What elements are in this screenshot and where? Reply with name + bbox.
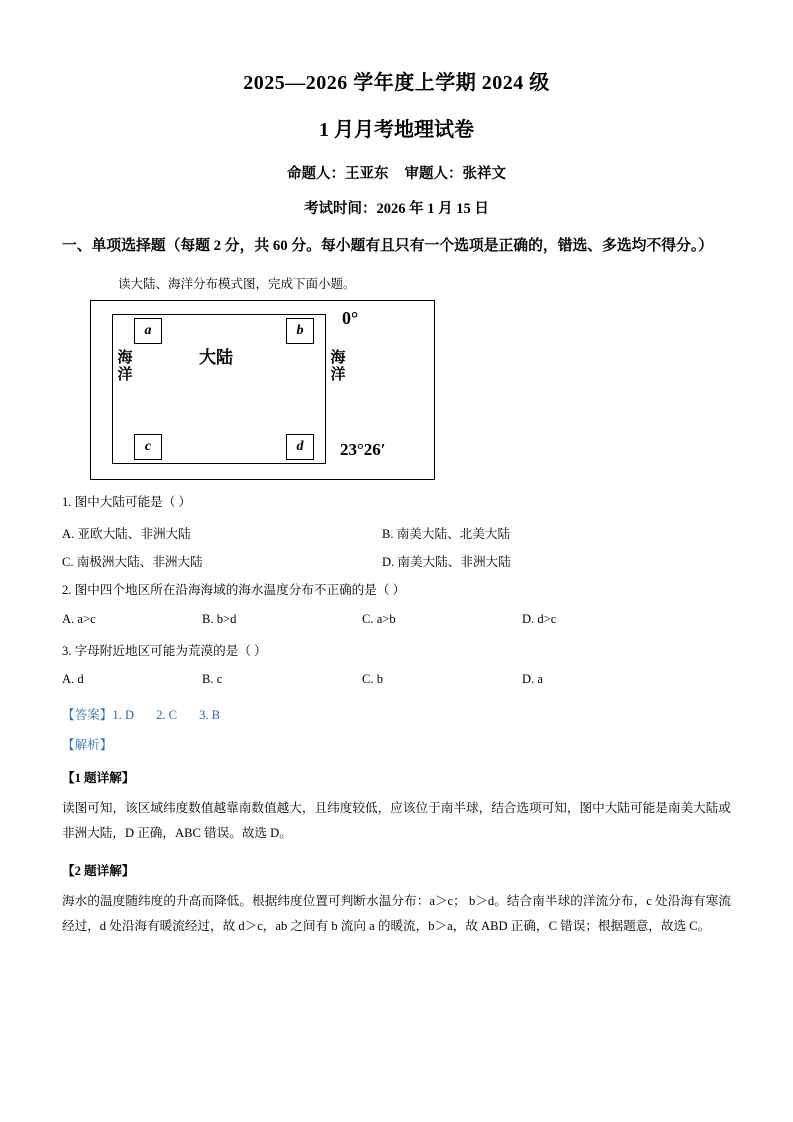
byline [62,162,731,183]
detail-2-body: 海水的温度随纬度的升高而降低。根据纬度位置可判断水温分布：a＞c； b＞d。结合南半球的洋流分布，c 处沿海有寒流经过，d 处沿海有暖流经过，故 d＞c，ab 之间有 b 流向 a 的暖流，b＞a，故 ABD 正确，C 错误；根据题意，故选 C。 [62,893,731,934]
reviewer-label: 审题人：张祥文 [404,166,506,182]
question-1-options-row-2 [62,551,731,568]
diagram-land-label: 大陆 [199,347,233,367]
detail-2-heading: 【2 题详解】 [62,863,135,878]
question-3-text: 3. 字母附近地区可能为荒漠的是（ ） [62,643,267,658]
option-1d[interactable]: D. 南美大陆、非洲大陆 [382,555,511,570]
option-1b[interactable]: B. 南美大陆、北美大陆 [382,527,511,542]
answer-item-1: 1. D [112,708,135,723]
question-2-text: 2. 图中四个地区所在沿海海域的海水温度分布不正确的是（ ） [62,583,406,598]
answer-item-2: 2. C [156,708,178,723]
diagram-point-a: a [134,318,162,344]
diagram-point-b: b [286,318,314,344]
answer-tag: 【答案】 [62,708,113,723]
option-2c[interactable]: C. a>b [362,611,396,626]
detail-1-body: 读图可知，该区域纬度数值越靠南数值越大，且纬度较低，应该位于南半球，结合选项可知，图中大陆可能是南美大陆或非洲大陆，D 正确，ABC 错误。故选 D。 [62,800,731,840]
option-3d[interactable]: D. a [522,672,543,687]
diagram-ocean-left-label: 海洋 [117,349,133,383]
page-title-line1: 2025—2026 学年度上学期 2024 级 [243,72,550,94]
option-2b[interactable]: B. b>d [202,611,237,626]
diagram-latitude-top: 0° [342,307,359,328]
proposer-label: 命题人：王亚东 [287,166,389,182]
question-3-options [62,672,731,689]
question-2-options [62,612,731,629]
continent-ocean-diagram [90,300,435,480]
option-3c[interactable]: C. b [362,672,383,687]
exam-time: 考试时间：2026 年 1 月 15 日 [304,201,489,217]
stem-intro: 读大陆、海洋分布模式图，完成下面小题。 [118,276,356,291]
diagram-ocean-right-label: 海洋 [330,349,346,383]
diagram-point-d: d [286,434,314,460]
detail-1-heading: 【1 题详解】 [62,770,135,785]
option-1c[interactable]: C. 南极洲大陆、非洲大陆 [62,555,203,570]
analysis-tag: 【解析】 [62,737,113,752]
answer-item-3: 3. B [199,708,221,723]
option-1a[interactable]: A. 亚欧大陆、非洲大陆 [62,527,191,542]
question-1-options-row-1 [62,523,731,540]
option-2d[interactable]: D. d>c [522,611,557,626]
section-heading: 一、单项选择题（每题 2 分，共 60 分。每小题有且只有一个选项是正确的，错选、多选均不得分。） [62,238,714,254]
option-3a[interactable]: A. d [62,672,84,687]
option-2a[interactable]: A. a>c [62,611,96,626]
diagram-latitude-bottom: 23°26′ [340,439,386,459]
diagram-point-c: c [134,434,162,460]
option-3b[interactable]: B. c [202,672,223,687]
question-1-text: 1. 图中大陆可能是（ ） [62,494,192,509]
page-title-line2: 1 月月考地理试卷 [319,119,474,141]
answer-line [62,705,731,725]
